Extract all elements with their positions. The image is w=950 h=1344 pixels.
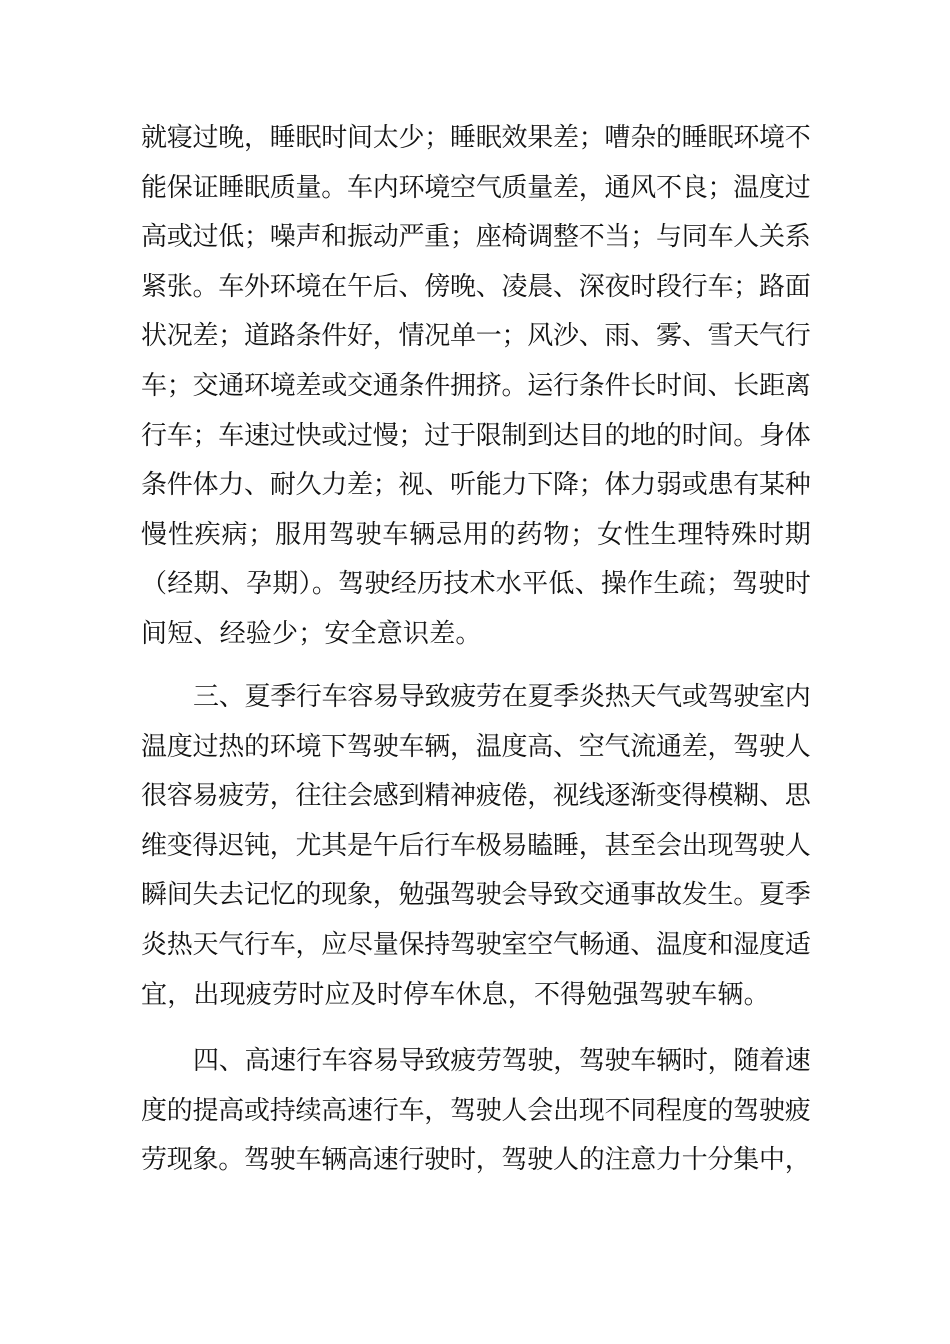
text-line: 间短、经验少；安全意识差。 [141, 618, 482, 649]
text-line: 能保证睡眠质量。车内环境空气质量差，通风不良；温度过 [141, 172, 811, 203]
text-line: 度的提高或持续高速行车，驾驶人会出现不同程度的驾驶疲 [141, 1095, 811, 1126]
paragraph-continuation [141, 114, 811, 660]
text-line-first: 三、夏季行车容易导致疲劳在夏季炎热天气或驾驶室内 [193, 682, 811, 712]
text-line: 很容易疲劳，往往会感到精神疲倦，视线逐渐变得模糊、思 [141, 781, 811, 812]
text-line: （经期、孕期）。驾驶经历技术水平低、操作生疏；驾驶时 [141, 569, 812, 600]
text-line: 高或过低；噪声和振动严重；座椅调整不当；与同车人关系 [141, 222, 811, 253]
text-line: 温度过热的环境下驾驶车辆，温度高、空气流通差，驾驶人 [141, 731, 811, 762]
text-line-first: 四、高速行车容易导致疲劳驾驶，驾驶车辆时，随着速 [193, 1046, 811, 1076]
text-line: 宜，出现疲劳时应及时停车休息，不得勉强驾驶车辆。 [141, 979, 770, 1010]
paragraph-section-3 [141, 673, 811, 1020]
text-line: 瞬间失去记忆的现象，勉强驾驶会导致交通事故发生。夏季 [141, 880, 811, 911]
text-line: 慢性疾病；服用驾驶车辆忌用的药物；女性生理特殊时期 [141, 519, 812, 550]
text-line: 就寝过晚，睡眠时间太少；睡眠效果差；嘈杂的睡眠环境不 [141, 123, 811, 153]
text-line: 紧张。车外环境在午后、傍晚、凌晨、深夜时段行车；路面 [141, 271, 811, 302]
text-line: 维变得迟钝，尤其是午后行车极易瞌睡，甚至会出现驾驶人 [141, 830, 811, 861]
text-line: 状况差；道路条件好，情况单一；风沙、雨、雾、雪天气行 [141, 321, 811, 352]
text-line: 条件体力、耐久力差；视、听能力下降；体力弱或患有某种 [141, 470, 811, 501]
text-line: 车；交通环境差或交通条件拥挤。运行条件长时间、长距离 [141, 370, 811, 401]
text-line: 炎热天气行车，应尽量保持驾驶室空气畅通、温度和湿度适 [141, 929, 811, 960]
paragraph-section-4 [141, 1037, 811, 1186]
text-line: 行车；车速过快或过慢；过于限制到达目的地的时间。身体 [141, 420, 811, 451]
text-line: 劳现象。驾驶车辆高速行驶时，驾驶人的注意力十分集中， [141, 1145, 811, 1176]
